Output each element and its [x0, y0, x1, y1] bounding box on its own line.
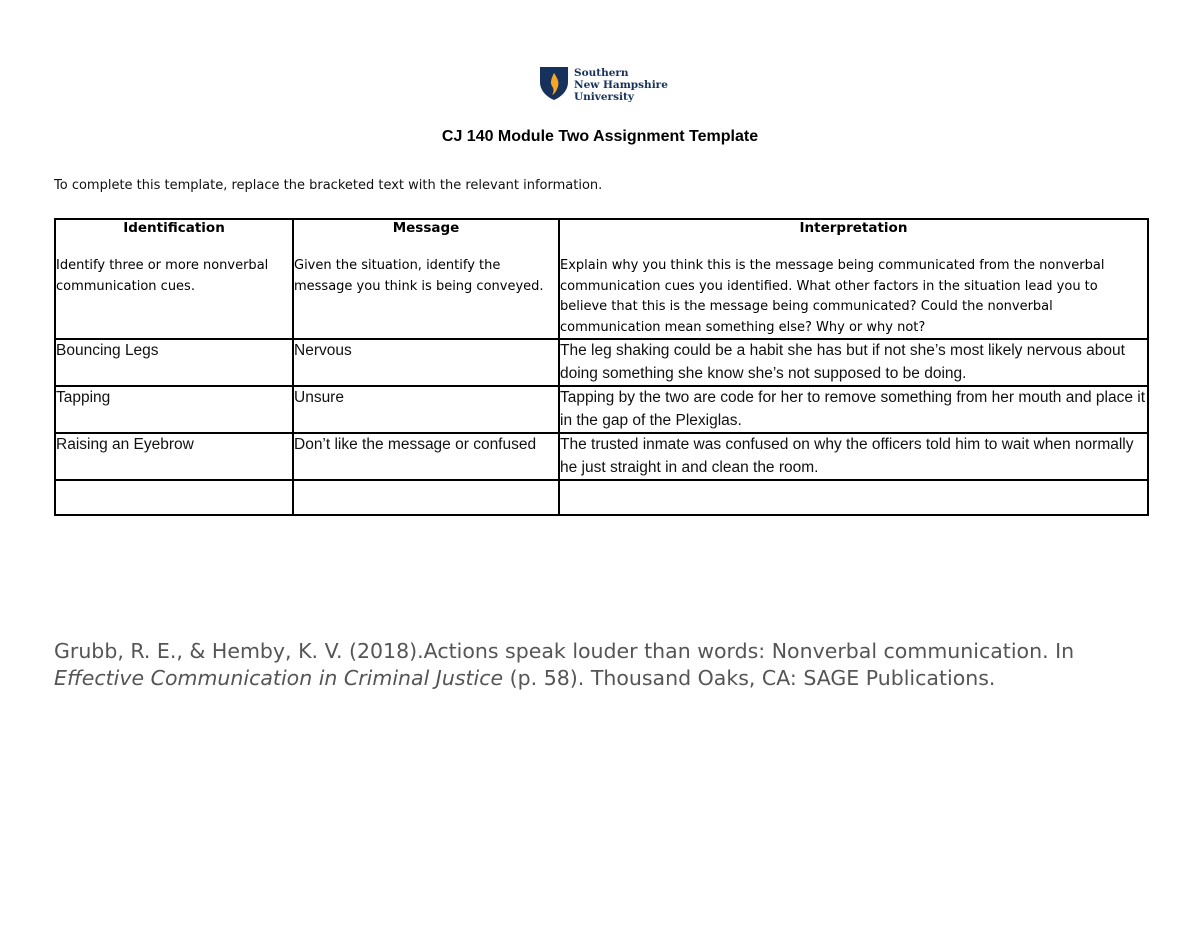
table-row	[55, 386, 1148, 433]
identification-cell[interactable]: Bouncing Legs	[55, 339, 293, 386]
reference-citation	[54, 638, 1144, 691]
message-cell[interactable]: Don’t like the message or confused	[293, 433, 559, 480]
table-header-row	[55, 219, 1148, 339]
table-row-empty	[55, 480, 1148, 515]
instructions-text: To complete this template, replace the bracketed text with the relevant information.	[54, 178, 603, 193]
logo-line-1: Southern	[574, 67, 629, 79]
citation-authors-title: Grubb, R. E., & Hemby, K. V. (2018).Actions speak louder than words: Nonverbal communication. In	[54, 639, 1075, 663]
message-cell[interactable]: Unsure	[293, 386, 559, 433]
message-cell[interactable]	[293, 480, 559, 515]
interpretation-cell[interactable]: The leg shaking could be a habit she has but if not she’s most likely nervous about doing something she know she’s not supposed to be doing.	[559, 339, 1148, 386]
column-instruction: Explain why you think this is the message being communicated from the nonverbal communication cues you identified. What other factors in the situation lead you to believe that this is the message being communicated? Could the nonverbal communication mean something else? Why or why not?	[560, 258, 1105, 335]
table-row	[55, 339, 1148, 386]
identification-cell[interactable]: Raising an Eyebrow	[55, 433, 293, 480]
cues-table	[54, 218, 1149, 516]
citation-publisher: (p. 58). Thousand Oaks, CA: SAGE Publications.	[503, 665, 996, 690]
identification-cell[interactable]: Tapping	[55, 386, 293, 433]
column-heading: Message	[392, 220, 460, 236]
column-instruction: Identify three or more nonverbal communication cues.	[56, 258, 269, 294]
flame-shield-icon	[539, 66, 569, 101]
table-row	[55, 433, 1148, 480]
document-title: CJ 140 Module Two Assignment Template	[441, 128, 759, 145]
logo-line-3: University	[574, 91, 634, 103]
column-heading: Interpretation	[799, 220, 908, 236]
logo-line-2: New Hampshire	[574, 79, 668, 91]
interpretation-cell[interactable]: Tapping by the two are code for her to remove something from her mouth and place it in the gap of the Plexiglas.	[559, 386, 1148, 433]
header-cell-message	[293, 219, 559, 339]
identification-cell[interactable]	[55, 480, 293, 515]
header-cell-interpretation	[559, 219, 1148, 339]
interpretation-cell[interactable]	[559, 480, 1148, 515]
header-cell-identification	[55, 219, 293, 339]
column-instruction: Given the situation, identify the message you think is being conveyed.	[294, 258, 544, 294]
interpretation-cell[interactable]: The trusted inmate was confused on why the officers told him to wait when normally he just straight in and clean the room.	[559, 433, 1148, 480]
citation-book-title: Effective Communication in Criminal Justice	[54, 665, 504, 690]
column-heading: Identification	[123, 220, 225, 236]
message-cell[interactable]: Nervous	[293, 339, 559, 386]
logo-wordmark	[574, 67, 668, 103]
university-logo	[539, 66, 668, 103]
